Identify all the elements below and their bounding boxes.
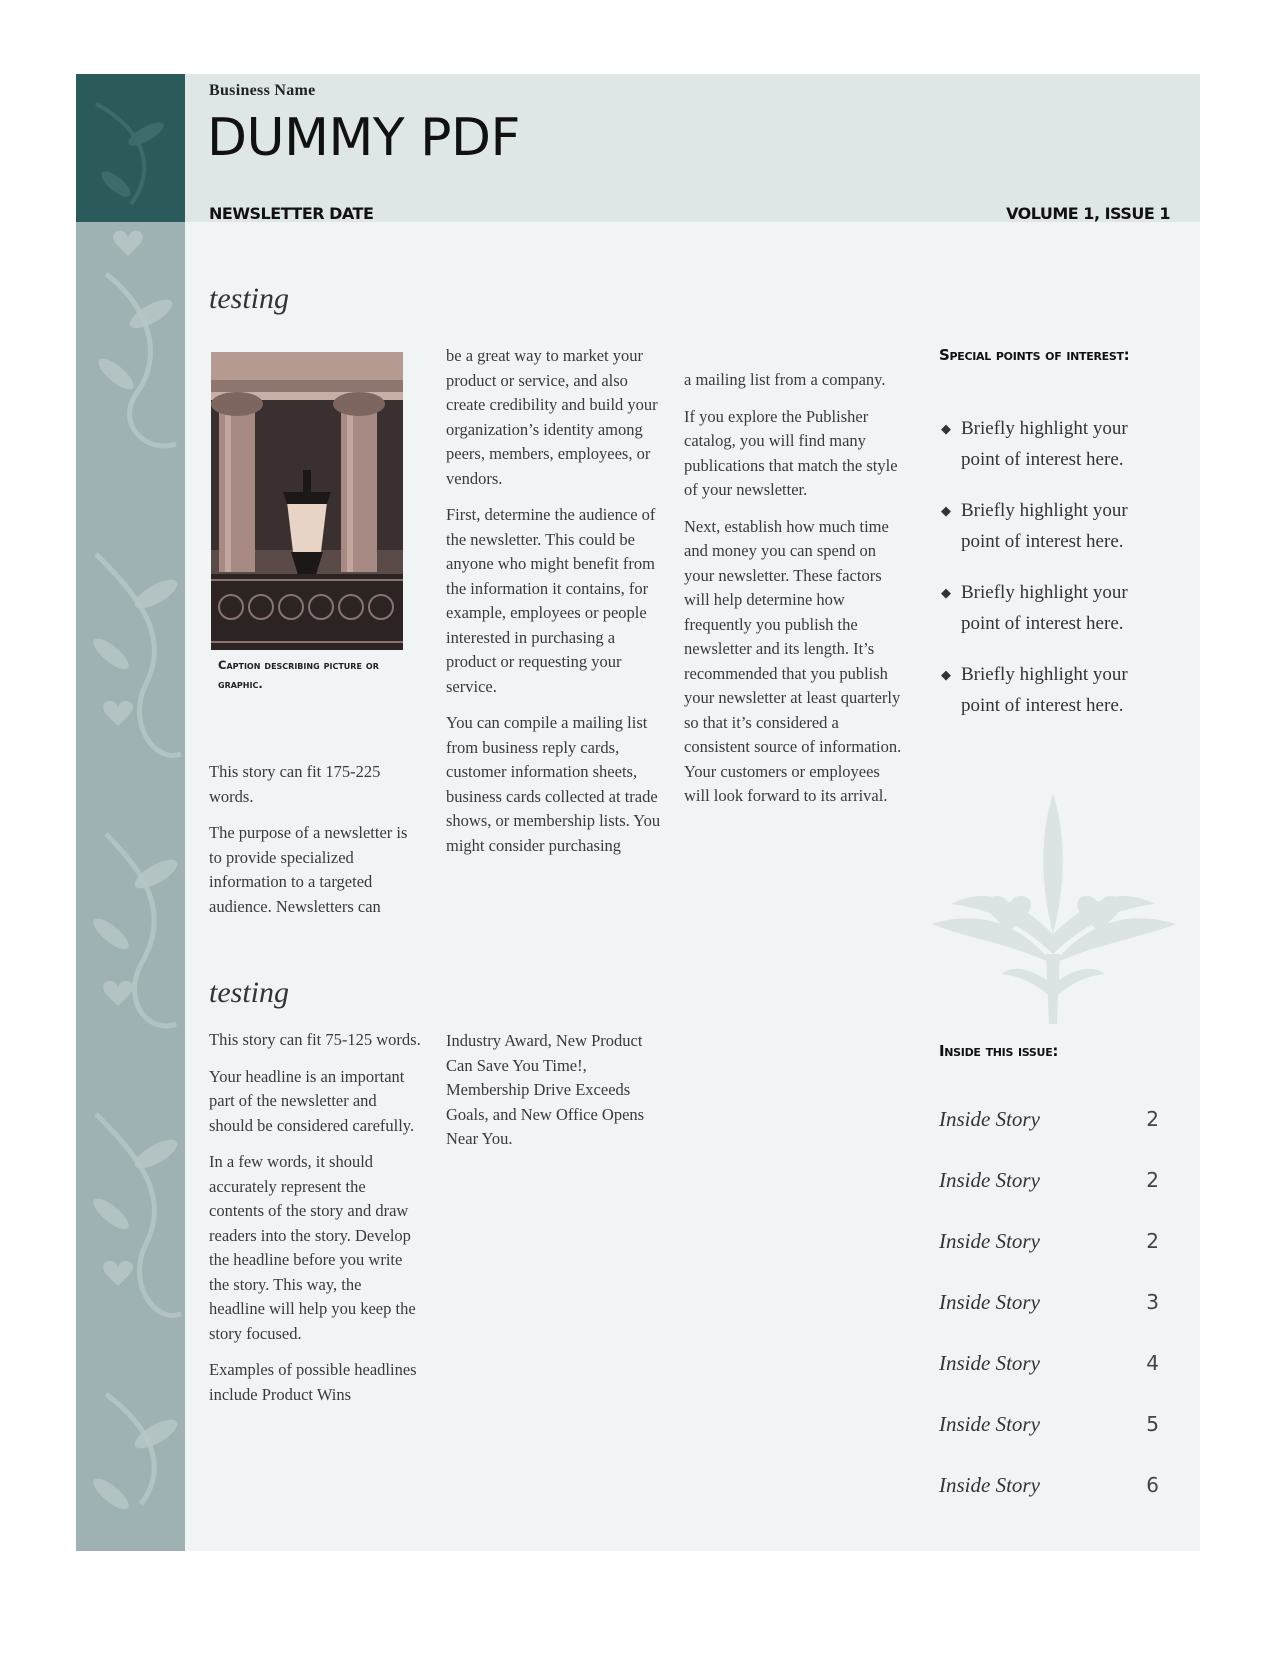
toc-row[interactable] xyxy=(939,1290,1159,1351)
table-of-contents xyxy=(939,1107,1159,1534)
story1-col1-para: This story can fit 175-225 words. xyxy=(209,762,381,806)
special-points-heading: Special points of interest: xyxy=(939,346,1130,364)
toc-page: 6 xyxy=(1146,1473,1159,1497)
floral-pattern-icon xyxy=(76,74,185,1551)
list-item: ◆ Briefly highlight your point of interest here. xyxy=(939,413,1169,475)
story1-col2-para: You can compile a mailing list from business reply cards, customer information sheets, business cards collected at trade shows, or membership lists. You might consider purchasing xyxy=(446,713,661,855)
ornament-icon xyxy=(931,794,1176,1024)
newsletter-page xyxy=(76,74,1200,1551)
story1-col2-para: be a great way to market your product or service, and also create credibility and build your organization’s identity among peers, members, employees, or vendors. xyxy=(446,346,658,488)
diamond-bullet-icon: ◆ xyxy=(941,667,951,682)
toc-page: 2 xyxy=(1146,1168,1159,1192)
diamond-bullet-icon: ◆ xyxy=(941,503,951,518)
toc-page: 4 xyxy=(1146,1351,1159,1375)
story2-col1-para: Your headline is an important part of the newsletter and should be considered carefully. xyxy=(209,1066,415,1135)
toc-row[interactable] xyxy=(939,1229,1159,1290)
story2-heading: testing xyxy=(209,976,289,1009)
list-item: ◆ Briefly highlight your point of interest here. xyxy=(939,659,1169,721)
story1-col1-para: The purpose of a newsletter is to provide specialized information to a targeted audience. Newsletters can xyxy=(209,823,408,916)
story-photo xyxy=(211,352,403,650)
story2-column-2 xyxy=(446,1029,661,1164)
story1-column-3 xyxy=(684,368,902,821)
story1-col3-para: If you explore the Publisher catalog, you will find many publications that match the style of your newsletter. xyxy=(684,406,898,499)
business-name: Business Name xyxy=(209,82,316,99)
toc-label: Inside Story xyxy=(939,1107,1040,1131)
story1-column-1 xyxy=(209,760,421,931)
toc-label: Inside Story xyxy=(939,1290,1040,1314)
toc-label: Inside Story xyxy=(939,1412,1040,1436)
story1-col2-para: First, determine the audience of the newsletter. This could be anyone who might benefit from the information it contains, for example, employees or people interested in purchasing a product or requesting your service. xyxy=(446,505,656,696)
toc-label: Inside Story xyxy=(939,1168,1040,1192)
newsletter-title: DUMMY PDF xyxy=(207,108,520,168)
list-item: ◆ Briefly highlight your point of interest here. xyxy=(939,577,1169,639)
toc-label: Inside Story xyxy=(939,1229,1040,1253)
decorative-sidebar xyxy=(76,74,185,1551)
diamond-bullet-icon: ◆ xyxy=(941,421,951,436)
diamond-bullet-icon: ◆ xyxy=(941,585,951,600)
story1-heading: testing xyxy=(209,282,289,315)
toc-row[interactable] xyxy=(939,1107,1159,1168)
story1-col3-para: Next, establish how much time and money you can spend on your newsletter. These factors will help determine how frequently you publish the newsletter and its length. It’s recommended that you publish your newsletter at least quarterly so that it’s considered a consistent source of information. Your customers or employees will look forward to its arrival. xyxy=(684,516,902,805)
story2-column-1 xyxy=(209,1028,421,1419)
toc-row[interactable] xyxy=(939,1351,1159,1412)
special-points-list xyxy=(939,413,1169,741)
photo-caption: Caption describing picture or graphic. xyxy=(218,658,379,691)
story1-column-2 xyxy=(446,344,661,870)
toc-page: 5 xyxy=(1146,1412,1159,1436)
toc-row[interactable] xyxy=(939,1168,1159,1229)
toc-page: 2 xyxy=(1146,1107,1159,1131)
toc-label: Inside Story xyxy=(939,1351,1040,1375)
toc-row[interactable] xyxy=(939,1412,1159,1473)
volume-issue: VOLUME 1, ISSUE 1 xyxy=(1006,204,1170,223)
story2-col2-para: Industry Award, New Product Can Save You Time!, Membership Drive Exceeds Goals, and New Office Opens Near You. xyxy=(446,1031,645,1148)
story1-col3-para: a mailing list from a company. xyxy=(684,370,886,389)
toc-row[interactable] xyxy=(939,1473,1159,1534)
toc-label: Inside Story xyxy=(939,1473,1040,1497)
inside-issue-heading: Inside this issue: xyxy=(939,1042,1059,1060)
toc-page: 2 xyxy=(1146,1229,1159,1253)
list-item: ◆ Briefly highlight your point of interest here. xyxy=(939,495,1169,557)
story2-col1-para: Examples of possible headlines include Product Wins xyxy=(209,1360,417,1404)
story2-col1-para: This story can fit 75-125 words. xyxy=(209,1030,421,1049)
toc-page: 3 xyxy=(1146,1290,1159,1314)
story2-col1-para: In a few words, it should accurately represent the contents of the story and draw readers into the story. Develop the headline before you write the story. This way, the headline will help you keep the story focused. xyxy=(209,1152,416,1343)
newsletter-date: NEWSLETTER DATE xyxy=(209,204,374,223)
